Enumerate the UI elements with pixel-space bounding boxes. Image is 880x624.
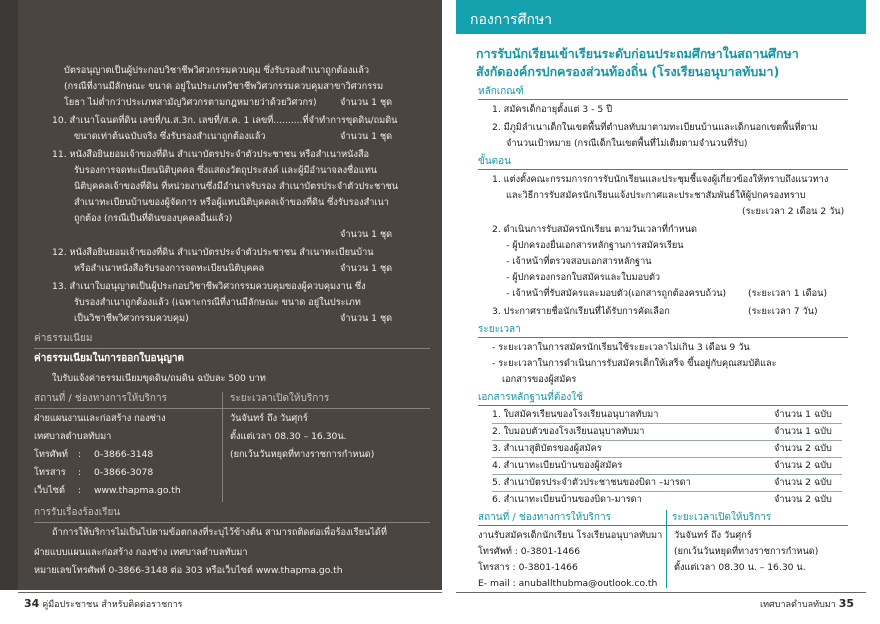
- doc-amount: จำนวน 1 ฉบับ: [774, 409, 832, 420]
- hours-line: วันจันทร์ ถึง วันศุกร์: [674, 530, 752, 541]
- duration-item: - ระยะเวลาในการดำเนินการรับสมัครเด็กให้เสร็จ ขึ้นอยู่กับคุณสมบัติและ: [492, 358, 777, 369]
- steps-header: ขั้นตอน: [478, 156, 512, 167]
- doc-name: 5. สำเนาบัตรประจำตัวประชาชนของบิดา –มารดา: [492, 477, 691, 488]
- doc-amount: จำนวน 2 ฉบับ: [774, 460, 832, 471]
- step-3: 3. ประกาศรายชื่อนักเรียนที่ได้รับการคัดเลือก: [492, 306, 670, 317]
- fee-title: ค่าธรรมเนียมในการออกใบอนุญาต: [34, 353, 184, 364]
- footer-title: เทศบาลตำบลทับมา: [760, 600, 836, 610]
- complaint-line: ฝ่ายแบบแผนและก่อสร้าง กองช่าง เทศบาลตำบลทับมา: [34, 547, 248, 558]
- phone-label: โทรศัพท์: [34, 449, 68, 460]
- step-2: 2. ดำเนินการรับสมัครนักเรียน ตามวันเวลาที่กำหนด: [492, 224, 697, 235]
- page-number: 35: [838, 597, 854, 610]
- footer-title: คู่มือประชาชน สำหรับติดต่อราชการ: [42, 600, 183, 610]
- doc-amount: จำนวน 2 ฉบับ: [774, 477, 832, 488]
- criteria-item-cont: จำนวนเป้าหมาย (กรณีเด็กในเขตพื้นที่ไม่เต็มตามจำนวนที่รับ): [506, 138, 748, 149]
- item-13-cont: เป็นวิชาชีพวิศวกรรมควบคุม): [74, 313, 189, 324]
- item-11-cont: ถูกต้อง (กรณีเป็นที่ดินของบุคคลอื่นแล้ว): [74, 213, 233, 224]
- complaint-line: หมายเลขโทรศัพท์ 0-3866-3148 ต่อ 303 หรือเว็บไซต์ www.thapma.go.th: [34, 565, 343, 576]
- fee-header: ค่าธรรมเนียม: [34, 333, 93, 344]
- page-title: สังกัดองค์กรปกครองส่วนท้องถิ่น (โรงเรียนอนุบาลทับมา): [476, 64, 780, 79]
- divider: [478, 405, 848, 406]
- left-page: [0, 0, 442, 590]
- footer-right: [760, 597, 854, 611]
- divider: [478, 525, 848, 526]
- service-line: งานรับสมัครเด็กนักเรียน โรงเรียนอนุบาลทับมา: [478, 530, 663, 541]
- email[interactable]: E- mail : anuballthubma@outlook.co.th: [478, 578, 658, 589]
- amount: จำนวน 1 ชุด: [340, 131, 393, 142]
- step-1: 1. แต่งตั้งคณะกรรมการการรับนักเรียนและประชุมชี้แจงผู้เกี่ยวข้องให้ทราบถึงแนวทาง: [492, 174, 829, 185]
- doc-amount: จำนวน 1 ฉบับ: [774, 426, 832, 437]
- complaint-header: การรับเรื่องร้องเรียน: [34, 507, 121, 518]
- text-line: โยธา ไม่ต่ำกว่าประเภทสามัญวิศวกรตามกฎหมายว่าด้วยวิศวกร): [64, 97, 317, 108]
- item-10: 10. สำเนาโฉนดที่ดิน เลขที่/น.ส.3ก. เลขที่/ส.ค. 1 เลขที่..........ที่จำทำการขุดดิน/ถมดิน: [52, 115, 398, 126]
- web-label: เว็บไซต์: [34, 485, 65, 496]
- fax-label: โทรสาร: [34, 467, 66, 478]
- phone-value: 0-3866-3148: [94, 449, 154, 460]
- divider: [34, 348, 430, 349]
- fee-detail: ใบรับแจ้งค่าธรรมเนียมขุดดิน/ถมดิน ฉบับละ 500 บาท: [52, 373, 266, 384]
- item-12: 12. หนังสือยินยอมเจ้าของที่ดิน สำเนาบัตรประจำตัวประชาชน สำเนาทะเบียนบ้าน: [52, 247, 374, 258]
- step-2-sub: - เจ้าหน้าที่รับสมัครและมอบตัว(เอกสารถูกต้องครบถ้วน): [506, 288, 727, 299]
- item-12-cont: หรือสำเนาหนังสือรับรองการจดทะเบียนนิติบุคคล: [74, 263, 265, 274]
- service-line: โทรสาร : 0-3801-1466: [478, 562, 578, 573]
- service-header: สถานที่ / ช่องทางการให้บริการ: [34, 393, 167, 404]
- step-1-time: (ระยะเวลา 2 เดือน 2 วัน): [742, 206, 845, 217]
- page-title: การรับนักเรียนเข้าเรียนระดับก่อนประถมศึกษาในสถานศึกษา: [476, 46, 799, 61]
- doc-name: 6. สำเนาทะเบียนบ้านของบิดา-มารดา: [492, 494, 642, 505]
- item-11: 11. หนังสือยินยอมเจ้าของที่ดิน สำเนาบัตรประจำตัวประชาชน หรือสำเนาหนังสือ: [52, 149, 370, 160]
- duration-item: - ระยะเวลาในการสมัครนักเรียนใช้ระยะเวลาไม่เกิน 3 เดือน 9 วัน: [492, 342, 750, 353]
- doc-amount: จำนวน 2 ฉบับ: [774, 443, 832, 454]
- divider: [34, 522, 430, 523]
- criteria-header: หลักเกณฑ์: [478, 86, 524, 97]
- docs-header: เอกสารหลักฐานที่ต้องใช้: [478, 392, 583, 403]
- divider: [478, 99, 848, 100]
- step-2-sub: - ผู้ปกครองกรอกใบสมัครและใบมอบตัว: [506, 272, 661, 283]
- duration-item-cont: เอกสารของผู้สมัคร: [502, 374, 577, 385]
- text-line: บัตรอนุญาตเป็นผู้ประกอบวิชาชีพวิศวกรรมควบคุม ซึ่งรับรองสำเนาถูกต้องแล้ว: [64, 65, 370, 76]
- hours-line: ตั้งแต่เวลา 08.30 น. – 16.30 น.: [674, 562, 806, 573]
- text-line: (กรณีที่งานมีลักษณะ ขนาด อยู่ในประเภทวิชาชีพวิศวกรรมควบคุมสาขาวิศวกรรม: [64, 81, 384, 92]
- doc-name: 2. ใบมอบตัวของโรงเรียนอนุบาลทับมา: [492, 426, 645, 437]
- right-page: [456, 0, 866, 590]
- step-2-sub: - เจ้าหน้าที่ตรวจสอบเอกสารหลักฐาน: [506, 256, 652, 267]
- web-value[interactable]: www.thapma.go.th: [94, 485, 181, 496]
- footer-left: [24, 597, 183, 611]
- amount: จำนวน 1 ชุด: [340, 263, 393, 274]
- step-1-cont: และวิธีการรับสมัครนักเรียนแจ้งประกาศและประชาสัมพันธ์ให้ผู้ปกครองทราบ: [506, 190, 806, 201]
- step-2-sub: - ผู้ปกครองยื่นเอกสารหลักฐานการสมัครเรียน: [506, 240, 684, 251]
- hours-time: ตั้งแต่เวลา 08.30 – 16.30น.: [230, 431, 347, 442]
- phone-sep: :: [78, 449, 82, 460]
- duration-header: ระยะเวลา: [478, 324, 521, 335]
- divider: [478, 169, 848, 170]
- doc-amount: จำนวน 2 ฉบับ: [774, 494, 832, 505]
- fax-value: 0-3866-3078: [94, 467, 154, 478]
- criteria-item: 1. สมัครเด็กอายุตั้งแต่ 3 - 5 ปี: [492, 104, 613, 115]
- footer-line: [456, 592, 866, 593]
- complaint-line: ถ้าการให้บริการไม่เป็นไปตามข้อตกลงที่ระบุไว้ข้างต้น สามารถติดต่อเพื่อร้องเรียนได้ที่: [52, 527, 387, 538]
- amount: จำนวน 1 ชุด: [340, 229, 393, 240]
- section-banner: [456, 0, 866, 34]
- service-line: เทศบาลตำบลทับมา: [34, 431, 112, 442]
- web-sep: :: [78, 485, 82, 496]
- service-line: ฝ่ายแผนงานและก่อสร้าง กองช่าง: [34, 413, 166, 424]
- item-10-cont: ขนาดเท่าต้นฉบับจริง ซึ่งรับรองสำเนาถูกต้องแล้ว: [74, 131, 266, 142]
- step-2-time: (ระยะเวลา 1 เดือน): [748, 288, 828, 299]
- doc-name: 3. สำเนาสูติบัตรของผู้สมัคร: [492, 443, 602, 454]
- item-13-cont: รับรองสำเนาถูกต้องแล้ว (เฉพาะกรณีที่งานมีลักษณะ ขนาด อยู่ในประเภท: [74, 297, 361, 308]
- hours-note: (ยกเว้นวันหยุดที่ทางราชการกำหนด): [230, 449, 375, 460]
- footer-line: [18, 592, 442, 593]
- doc-name: 1. ใบสมัครเรียนของโรงเรียนอนุบาลทับมา: [492, 409, 659, 420]
- divider: [34, 408, 430, 409]
- service-header: สถานที่ / ช่องทางการให้บริการ: [478, 512, 611, 523]
- left-page-gutter: [0, 0, 18, 590]
- amount: จำนวน 1 ชุด: [340, 313, 393, 324]
- doc-name: 4. สำเนาทะเบียนบ้านของผู้สมัคร: [492, 460, 623, 471]
- item-13: 13. สำเนาใบอนุญาตเป็นผู้ประกอบวิชาชีพวิศวกรรมควบคุมของผู้ควบคุมงาน ซึ่ง: [52, 281, 366, 292]
- page-number: 34: [24, 597, 40, 610]
- item-11-cont: รับรองการจดทะเบียนนิติบุคคล ซึ่งแสดงวัตถุประสงค์ และผู้มีอำนาจลงชื่อแทน: [74, 165, 378, 176]
- divider: [478, 337, 848, 338]
- criteria-item: 2. มีภูมิลำเนาเด็กในเขตพื้นที่ตำบลทับมาตามทะเบียนบ้านและเด็กนอกเขตพื้นที่ตาม: [492, 122, 818, 133]
- amount: จำนวน 1 ชุด: [340, 97, 393, 108]
- hours-line: (ยกเว้นวันหยุดที่ทางราชการกำหนด): [674, 546, 819, 557]
- column-divider: [222, 392, 223, 502]
- column-divider: [666, 510, 667, 588]
- hours-header: ระยะเวลาเปิดให้บริการ: [230, 393, 330, 404]
- banner-title: กองการศึกษา: [470, 12, 553, 28]
- step-3-time: (ระยะเวลา 7 วัน): [748, 306, 818, 317]
- item-11-cont: สำเนาทะเบียนบ้านของผู้จัดการ หรือผู้แทนนิติบุคคลเจ้าของที่ดิน ซึ่งรับรองสำเนา: [74, 197, 389, 208]
- left-page-content: [30, 6, 430, 586]
- hours-days: วันจันทร์ ถึง วันศุกร์: [230, 413, 308, 424]
- item-11-cont: นิติบุคคลเจ้าของที่ดิน ที่หน่วยงานซึ่งมีอำนาจรับรอง สำเนาบัตรประจำตัวประชาชน: [74, 181, 399, 192]
- fax-sep: :: [78, 467, 82, 478]
- service-line: โทรศัพท์ : 0-3801-1466: [478, 546, 581, 557]
- hours-header: ระยะเวลาเปิดให้บริการ: [672, 512, 772, 523]
